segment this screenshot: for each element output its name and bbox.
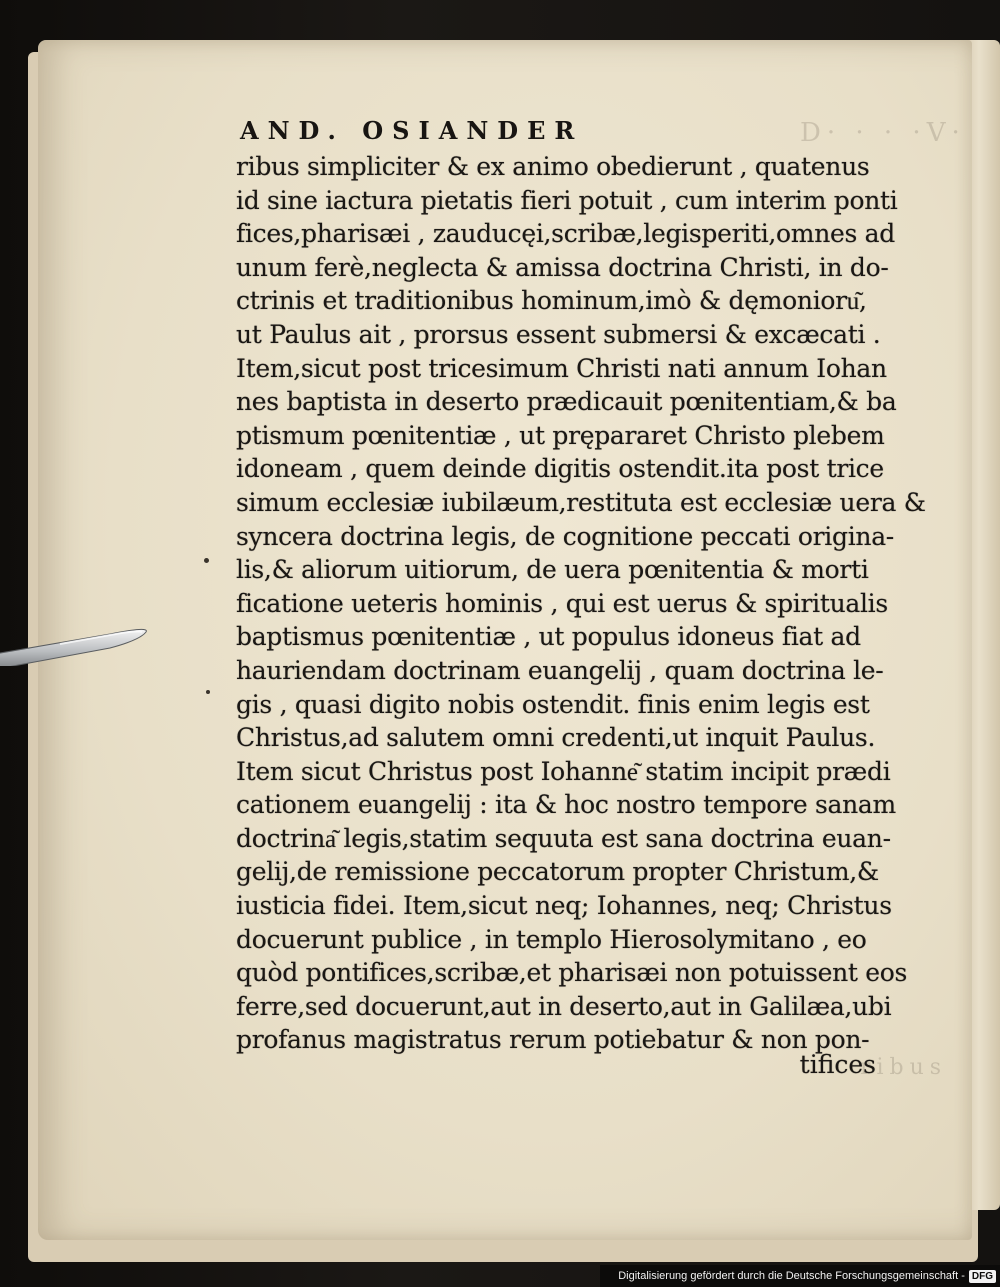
text-line: simum ecclesiæ iubilæum,restituta est ecclesiæ uera & <box>236 487 926 517</box>
pen-pointer <box>0 626 160 666</box>
text-line: gis , quasi digito nobis ostendit. finis enim legis est <box>236 689 870 719</box>
text-line: ctrinis et traditionibus hominum,imò & dęmonioru͂, <box>236 286 867 316</box>
text-line: docuerunt publice , in templo Hierosolymitano , eo <box>236 924 867 954</box>
text-line: Item sicut Christus post Iohanne͂ statim incipit prædi <box>236 756 891 786</box>
text-line: iusticia fidei. Item,sicut neq; Iohannes, neq; Christus <box>236 891 892 921</box>
text-line: lis,& aliorum uitiorum, de uera pœnitentia & morti <box>236 555 869 585</box>
text-line: nes baptista in deserto prædicauit pœnitentiam,& ba <box>236 387 897 417</box>
text-line: ut Paulus ait , prorsus essent submersi & excæcati . <box>236 319 881 349</box>
ink-speck <box>206 690 210 694</box>
text-line: baptismus pœnitentiæ , ut populus idoneus fiat ad <box>236 622 861 652</box>
catchword: tifices <box>799 1050 876 1079</box>
text-line: doctrina͂ legis,statim sequuta est sana doctrina euan- <box>236 823 891 853</box>
text-line: ficatione ueteris hominis , qui est uerus & spiritualis <box>236 588 888 618</box>
text-line: gelij,de remissione peccatorum propter Christum,& <box>236 857 879 887</box>
text-line: hauriendam doctrinam euangelij , quam doctrina le- <box>236 655 884 685</box>
text-line: id sine iactura pietatis fieri potuit , cum interim ponti <box>236 185 898 215</box>
text-line: ribus simpliciter & ex animo obedierunt , quatenus <box>236 152 870 181</box>
text-line: idoneam , quem deinde digitis ostendit.ita post trice <box>236 454 884 484</box>
text-line: profanus magistratus rerum potiebatur & non pon- <box>236 1025 870 1055</box>
text-line: fices,pharisæi , zauducęi,scribæ,legisperiti,omnes ad <box>236 219 895 249</box>
text-line: Christus,ad salutem omni credenti,ut inquit Paulus. <box>236 723 876 753</box>
body-text <box>236 150 926 1057</box>
show-through-header: D· · · ·V· <box>800 118 966 148</box>
text-line: quòd pontifices,scribæ,et pharisæi non potuissent eos <box>236 958 908 988</box>
footer-credit: Digitalisierung gefördert durch die Deutsche Forschungsgemeinschaft - <box>618 1270 965 1282</box>
ink-speck <box>204 558 209 563</box>
dfg-logo: DFG <box>969 1270 996 1283</box>
digitization-footer <box>600 1265 1000 1287</box>
text-line: cationem euangelij : ita & hoc nostro tempore sanam <box>236 790 896 820</box>
text-line: syncera doctrina legis, de cognitione peccati origina- <box>236 521 894 551</box>
text-line: Item,sicut post tricesimum Christi nati annum Iohan <box>236 353 887 383</box>
text-line: ferre,sed docuerunt,aut in deserto,aut in Galilæa,ubi <box>236 991 892 1021</box>
text-line: ptismum pœnitentiæ , ut prępararet Christo plebem <box>236 420 885 450</box>
text-line: unum ferè,neglecta & amissa doctrina Christi, in do- <box>236 252 889 282</box>
show-through-catchword: ribus <box>860 1055 948 1080</box>
running-header: AND. OSIANDER <box>240 115 584 145</box>
